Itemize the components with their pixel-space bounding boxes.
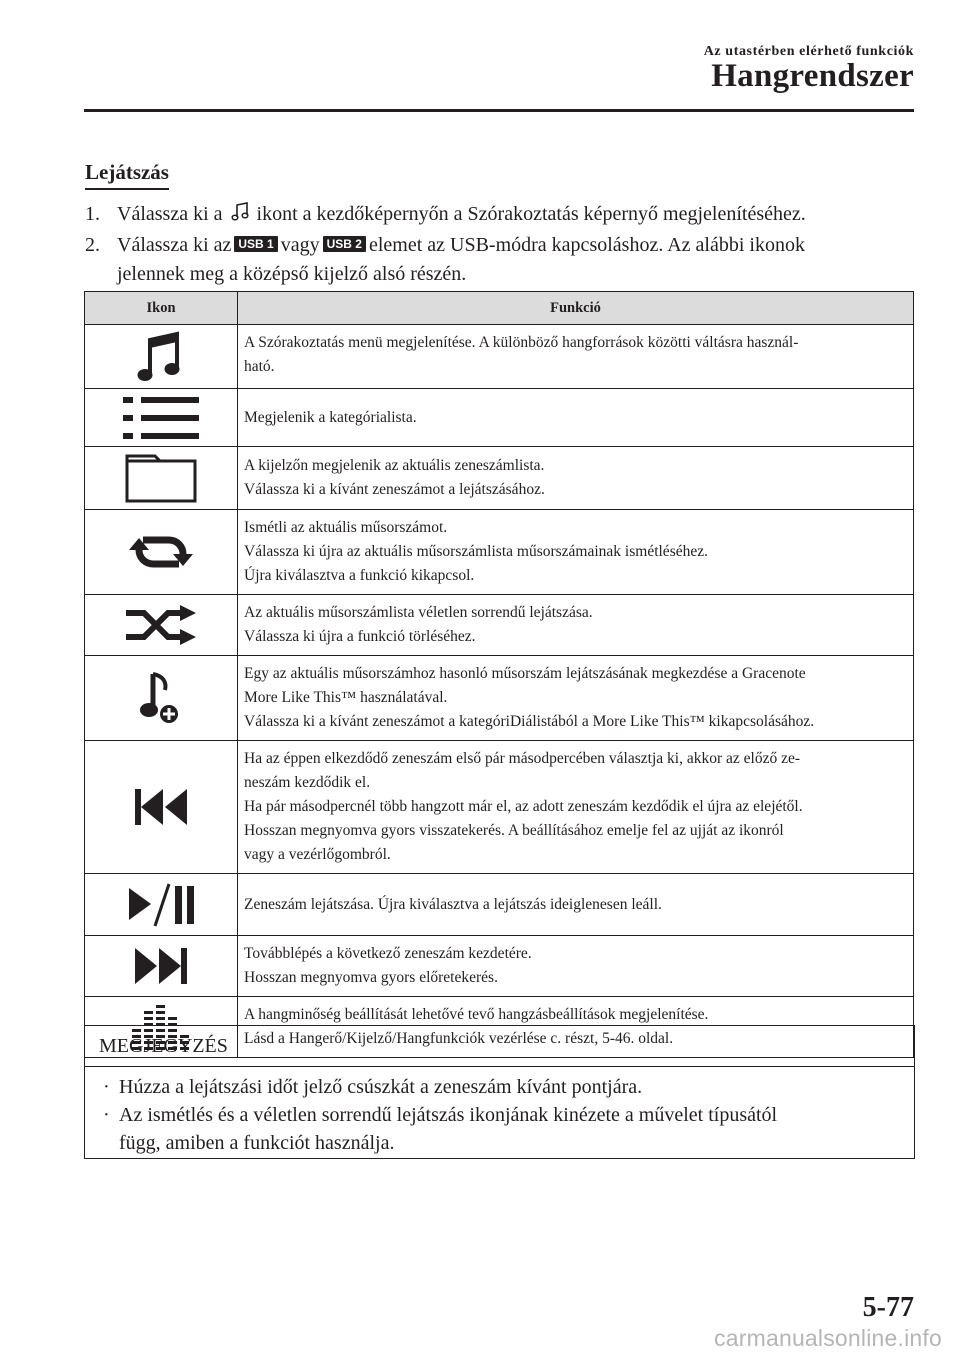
music-note-icon [231, 202, 249, 231]
folder-icon [125, 453, 197, 503]
note-box [84, 1025, 915, 1159]
note-item [99, 1073, 900, 1101]
step-text: ikont a kezdőképernyőn a Szórakoztatás képernyő megjelenítéséhez. [256, 203, 806, 225]
description-line: A kijelzőn megjelenik az aktuális zeneszámlista. [244, 457, 545, 474]
description-line: Újra kiválasztva a funkció kikapcsol. [244, 567, 475, 584]
icon-cell [85, 510, 238, 595]
step-text: vagy [280, 234, 320, 256]
description-line: Hosszan megnyomva gyors előretekerés. [244, 969, 498, 986]
description-line: Az aktuális műsorszámlista véletlen sorrendű lejátszása. [244, 604, 593, 621]
description-line: Továbblépés a következő zeneszám kezdetére. [244, 945, 532, 962]
table-row [85, 389, 914, 447]
description-line: neszám kezdődik el. [244, 774, 371, 791]
note-text: Húzza a lejátszási időt jelző csúszkát a zeneszám kívánt pontjára. [119, 1076, 643, 1098]
table-row [85, 741, 914, 874]
next-track-icon [133, 946, 189, 986]
table-row [85, 595, 914, 656]
category-list-icon [121, 395, 201, 441]
table-row [85, 325, 914, 389]
icon-cell [85, 389, 238, 447]
bullet-icon: · [103, 1076, 110, 1098]
play-pause-icon [125, 882, 197, 928]
column-header-function: Funkció [238, 292, 914, 325]
note-text: Az ismétlés és a véletlen sorrendű lejátszás ikonjának kinézete a művelet típusától [119, 1104, 778, 1126]
description-line: ható. [244, 358, 275, 375]
description-cell [238, 447, 914, 510]
icon-cell [85, 325, 238, 389]
step-1 [85, 200, 915, 231]
description-cell [238, 510, 914, 595]
note-item [99, 1101, 900, 1157]
icon-cell [85, 874, 238, 936]
description-line: Válassza ki újra az aktuális műsorszámlista műsorszámainak ismétléséhez. [244, 543, 708, 560]
page-number: 5-77 [862, 1292, 914, 1323]
description-cell [238, 741, 914, 874]
note-title: MEGJEGYZÉS [85, 1026, 914, 1067]
description-line: More Like This™ használatával. [244, 689, 448, 706]
description-line: Ha pár másodpercnél több hangzott már el, az adott zeneszám kezdődik el újra az elejétől. [244, 798, 803, 815]
icon-cell [85, 936, 238, 997]
step-text: jelennek meg a középső kijelző alsó részén. [117, 263, 467, 285]
description-line: A hangminőség beállítását lehetővé tevő hangzásbeállítások megjelenítése. [244, 1006, 709, 1023]
music-note-icon [136, 331, 186, 383]
table-row [85, 510, 914, 595]
description-line: Zeneszám lejátszása. Újra kiválasztva a lejátszás ideiglenesen leáll. [244, 895, 662, 913]
table-row [85, 656, 914, 741]
description-line: Ha az éppen elkezdődő zeneszám első pár másodpercében választja ki, akkor az előző ze- [244, 750, 800, 767]
function-table [84, 291, 914, 1058]
icon-cell [85, 656, 238, 741]
description-cell [238, 874, 914, 936]
instruction-steps [85, 200, 915, 289]
column-header-icon: Ikon [85, 292, 238, 325]
description-cell [238, 656, 914, 741]
description-line: vagy a vezérlőgombról. [244, 846, 391, 863]
chapter-subtitle: Az utastérben elérhető funkciók [703, 44, 914, 59]
table-header-row [85, 292, 914, 325]
table-row [85, 447, 914, 510]
step-text: Válassza ki az [117, 234, 232, 256]
section-title: Lejátszás [85, 160, 169, 190]
description-line: Megjelenik a kategórialista. [244, 408, 417, 426]
chapter-title: Hangrendszer [711, 58, 914, 94]
description-line: Válassza ki a kívánt zeneszámot a kategóriDiálistából a More Like This™ kikapcsolásához. [244, 713, 815, 730]
icon-cell [85, 741, 238, 874]
description-line: Ismétli az aktuális műsorszámot. [244, 519, 448, 536]
description-cell [238, 936, 914, 997]
description-line: Válassza ki újra a funkció törléséhez. [244, 628, 476, 645]
icon-cell [85, 595, 238, 656]
usb1-button-label: USB 1 [234, 236, 277, 252]
step-text: Válassza ki a [117, 203, 223, 225]
bullet-icon: · [103, 1104, 110, 1126]
header-divider [84, 109, 914, 112]
icon-cell [85, 447, 238, 510]
description-line: Hosszan megnyomva gyors visszatekerés. A beállításához emelje fel az ujját az ikonról [244, 822, 784, 839]
shuffle-icon [124, 603, 198, 647]
previous-track-icon [133, 787, 189, 827]
description-line: Egy az aktuális műsorszámhoz hasonló műsorszám lejátszásának megkezdése a Gracenote [244, 665, 806, 682]
description-line: Lásd a Hangerő/Kijelző/Hangfunkciók vezérlése c. részt, 5-46. oldal. [244, 1030, 674, 1047]
table-row [85, 874, 914, 936]
usb2-button-label: USB 2 [323, 236, 366, 252]
description-line: A Szórakoztatás menü megjelenítése. A különböző hangforrások közötti váltásra használ- [244, 334, 799, 351]
step-2 [85, 231, 915, 289]
more-like-this-icon [139, 670, 183, 726]
step-number: 1. [85, 203, 100, 225]
description-line: Válassza ki a kívánt zeneszámot a lejátszásához. [244, 481, 545, 498]
step-number: 2. [85, 234, 100, 256]
table-row [85, 936, 914, 997]
step-text: elemet az USB-módra kapcsoláshoz. Az alábbi ikonok [368, 234, 805, 256]
note-text: függ, amiben a funkciót használja. [119, 1132, 395, 1154]
description-cell [238, 389, 914, 447]
watermark: carmanualsonline.info [714, 1325, 942, 1351]
note-body [85, 1067, 914, 1157]
description-cell [238, 595, 914, 656]
repeat-icon [125, 530, 197, 574]
description-cell [238, 325, 914, 389]
